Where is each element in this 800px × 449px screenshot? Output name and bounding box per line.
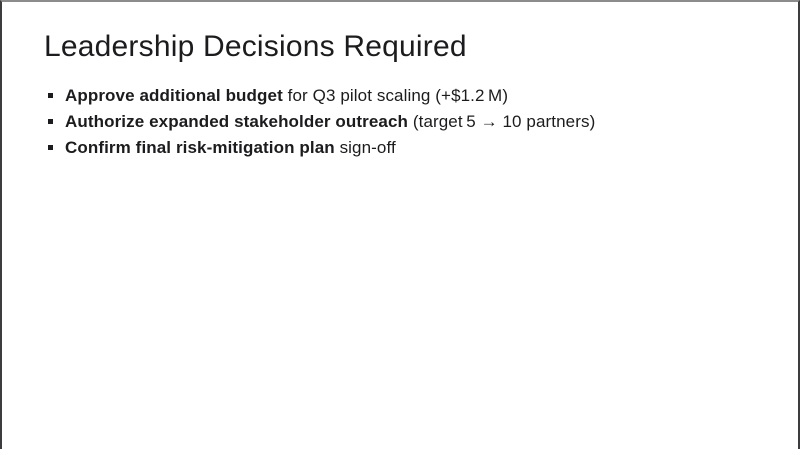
bullet-text [65,109,595,135]
bullet-rest-text: for Q3 pilot scaling (+$1.2 M) [282,86,509,105]
bullet-rest-text: (target 5 → 10 partners) [408,112,596,131]
bullet-rest-text: sign-off [334,138,396,157]
page-title: Leadership Decisions Required [44,30,467,63]
bullet-item-risk-plan [2,135,798,161]
bullet-bold-phrase: Approve additional budget [65,86,283,105]
bullet-square-icon [48,119,53,124]
bullet-bold-phrase: Authorize expanded stakeholder outreach [65,112,409,131]
bullet-item-budget [2,83,798,109]
bullet-square-icon [48,145,53,150]
bullet-bold-phrase: Confirm final risk-mitigation plan [65,138,335,157]
bullet-text [65,135,396,161]
bullet-square-icon [48,93,53,98]
bullet-list [2,83,798,161]
bullet-text [65,83,508,109]
bullet-item-outreach [2,109,798,135]
